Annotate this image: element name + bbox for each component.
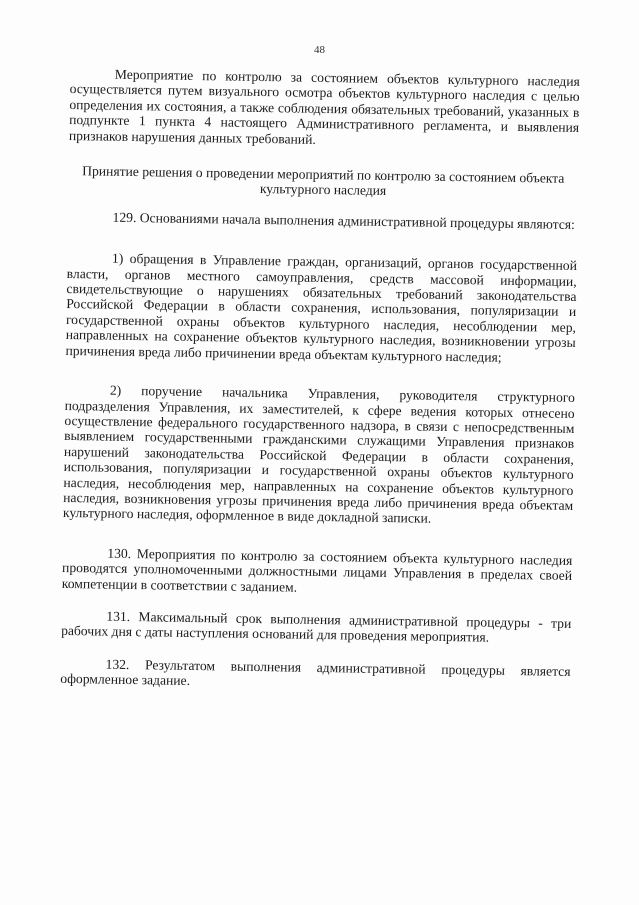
paragraph-130: 130. Мероприятия по контролю за состоянием объекта культурного наследия проводятся уполномоченными должностными лицами Управления в пределах своей компетенции в соответствии с заданием. [61,545,573,595]
page-number: 48 [314,44,325,56]
paragraph-132: 132. Результатом выполнения административной процедуры является оформленное задание. [60,656,571,689]
section-heading: Принятие решения о проведении мероприятий по контролю за состоянием объекта культурного наследия [82,163,565,199]
intro-paragraph: Мероприятие по контролю за состоянием объектов культурного наследия осуществляется путем визуального осмотра объектов культурного наследия с целью определения их состояния, а также соблюдения обязательных требований, указанных в подпункте 1 пункта 4 настоящего Административного регламента, и выявления признаков нарушения данных требований. [68,66,580,147]
paragraph-129: 129. Основаниями начала выполнения административной процедуры являются: [112,209,575,232]
paragraph-129-item-2: 2) поручение начальника Управления, руководителя структурного подразделения Управления, их заместителей, к сфере ведения которых отнесено осуществление федерального государственного надзора, в связи с непосредственным выявлением государственными гражданскими служащими Управления признаков нарушений законодательства Российской Федерации в области сохранения, использования, популяризации и государственной охраны объектов культурного наследия, несоблюдения мер, направленных на сохранение объектов культурного наследия, возникновения угрозы причинения вреда либо причинения вреда объектам культурного наследия, оформленное в виде докладной записки. [62,382,575,527]
document-body [60,66,580,695]
paragraph-129-item-1: 1) обращения в Управление граждан, организаций, органов государственной власти, органов местного самоуправления, средств массовой информации, свидетельствующие о нарушениях обязательных требований законодательства Российской Федерации в области сохранения, использования, популяризации и государственной охраны объектов культурного наследия, несоблюдении мер, направленных на сохранение объектов культурного наследия, возникновении угрозы причинения вреда либо причинении вреда объектам культурного наследия; [65,250,578,365]
paragraph-131: 131. Максимальный срок выполнения административной процедуры - три рабочих дня с даты наступления оснований для проведения мероприятия. [61,608,572,646]
